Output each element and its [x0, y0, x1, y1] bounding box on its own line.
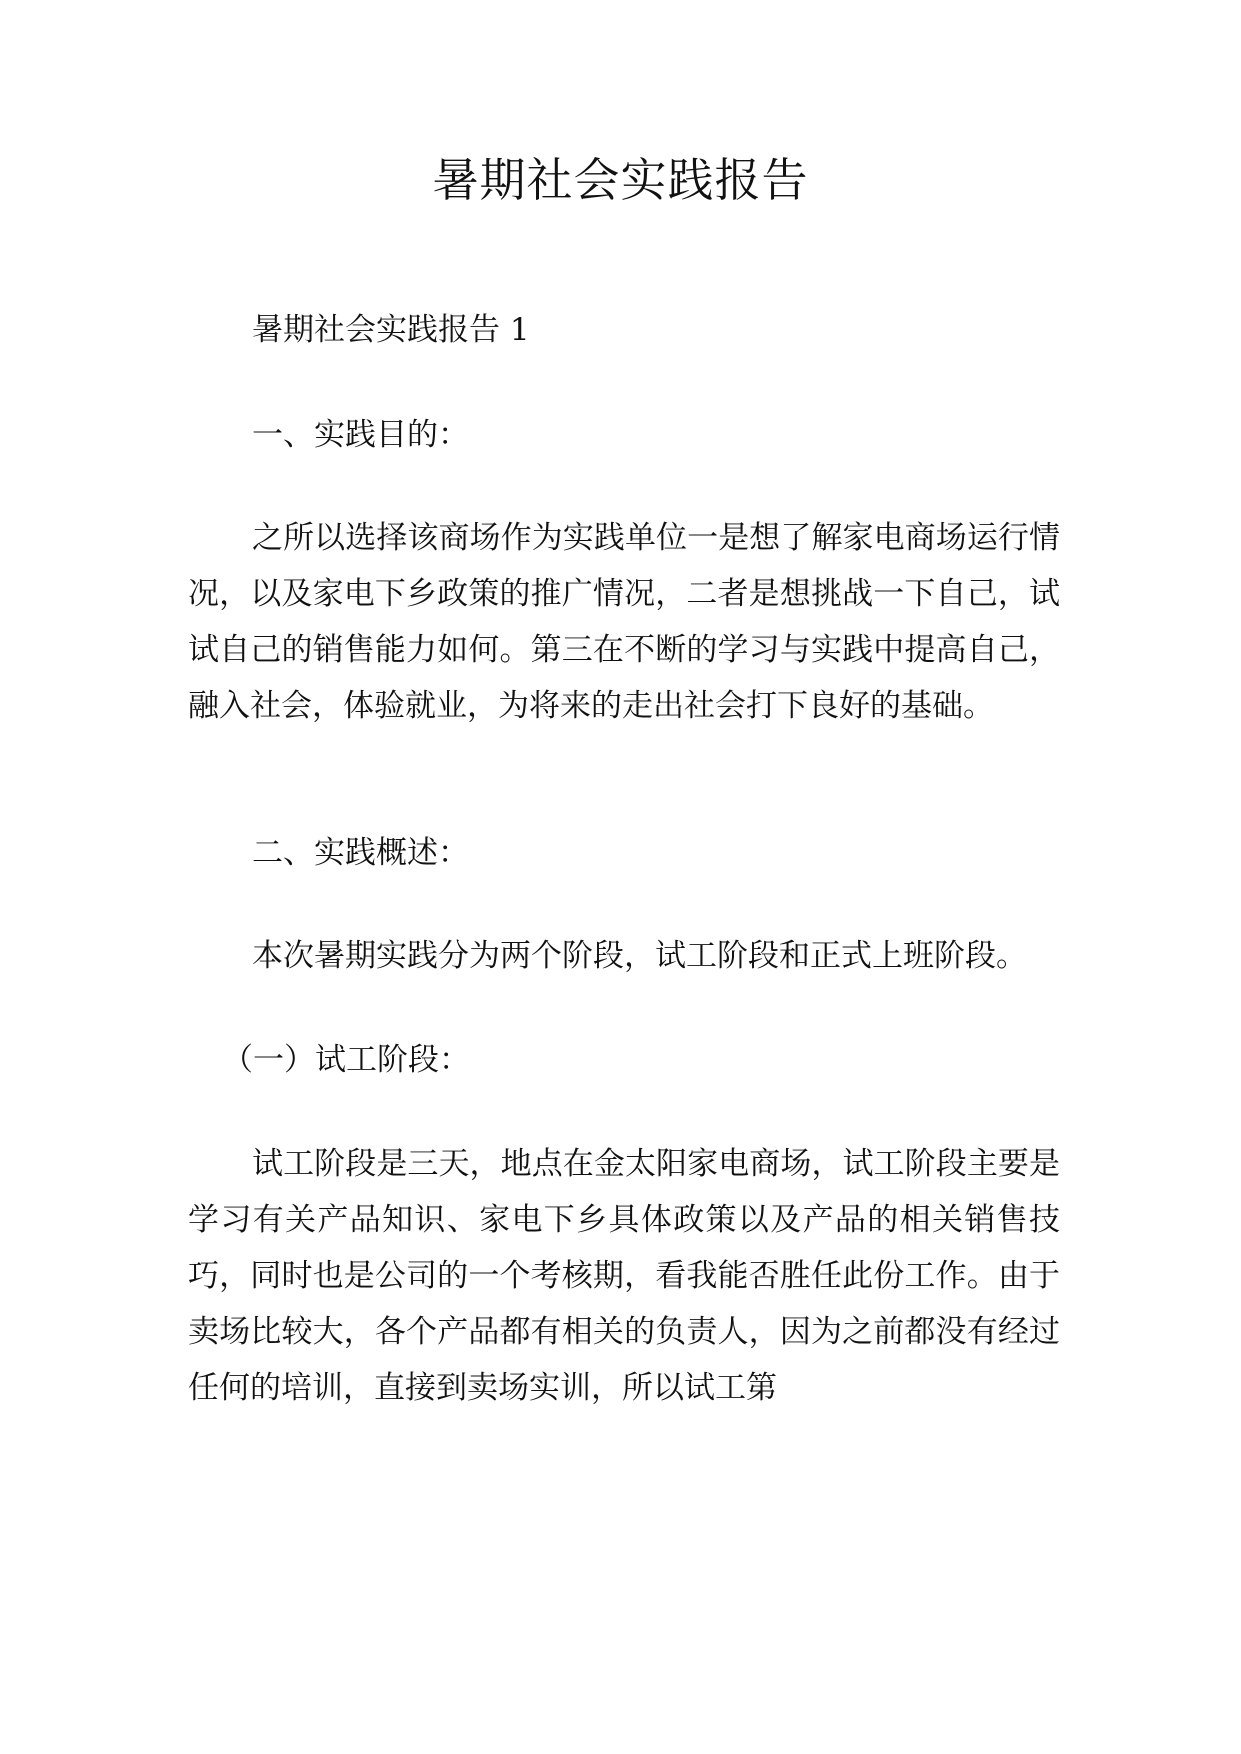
document-title: 暑期社会实践报告 [432, 153, 809, 207]
paragraph-trial: 试工阶段是三天，地点在金太阳家电商场，试工阶段主要是学习有关产品知识、家电下乡具体政策以及产品的相关销售技巧，同时也是公司的一个考核期，看我能否胜任此份工作。由于卖场比较大，各个产品都有相关的负责人，因为之前都没有经过任何的培训，直接到卖场实训，所以试工第 [188, 1146, 1060, 1406]
section-heading-purpose: 一、实践目的： [252, 417, 469, 453]
paragraph-overview: 本次暑期实践分为两个阶段，试工阶段和正式上班阶段。 [252, 938, 1027, 974]
paragraph-purpose: 之所以选择该商场作为实践单位一是想了解家电商场运行情况，以及家电下乡政策的推广情况，二者是想挑战一下自己，试试自己的销售能力如何。第三在不断的学习与实践中提高自己，融入社会，体验就业，为将来的走出社会打下良好的基础。 [188, 520, 1060, 724]
subsection-heading-trial: （一）试工阶段： [222, 1042, 470, 1078]
section-heading-overview: 二、实践概述： [252, 835, 469, 871]
report-subtitle: 暑期社会实践报告 1 [252, 312, 530, 348]
